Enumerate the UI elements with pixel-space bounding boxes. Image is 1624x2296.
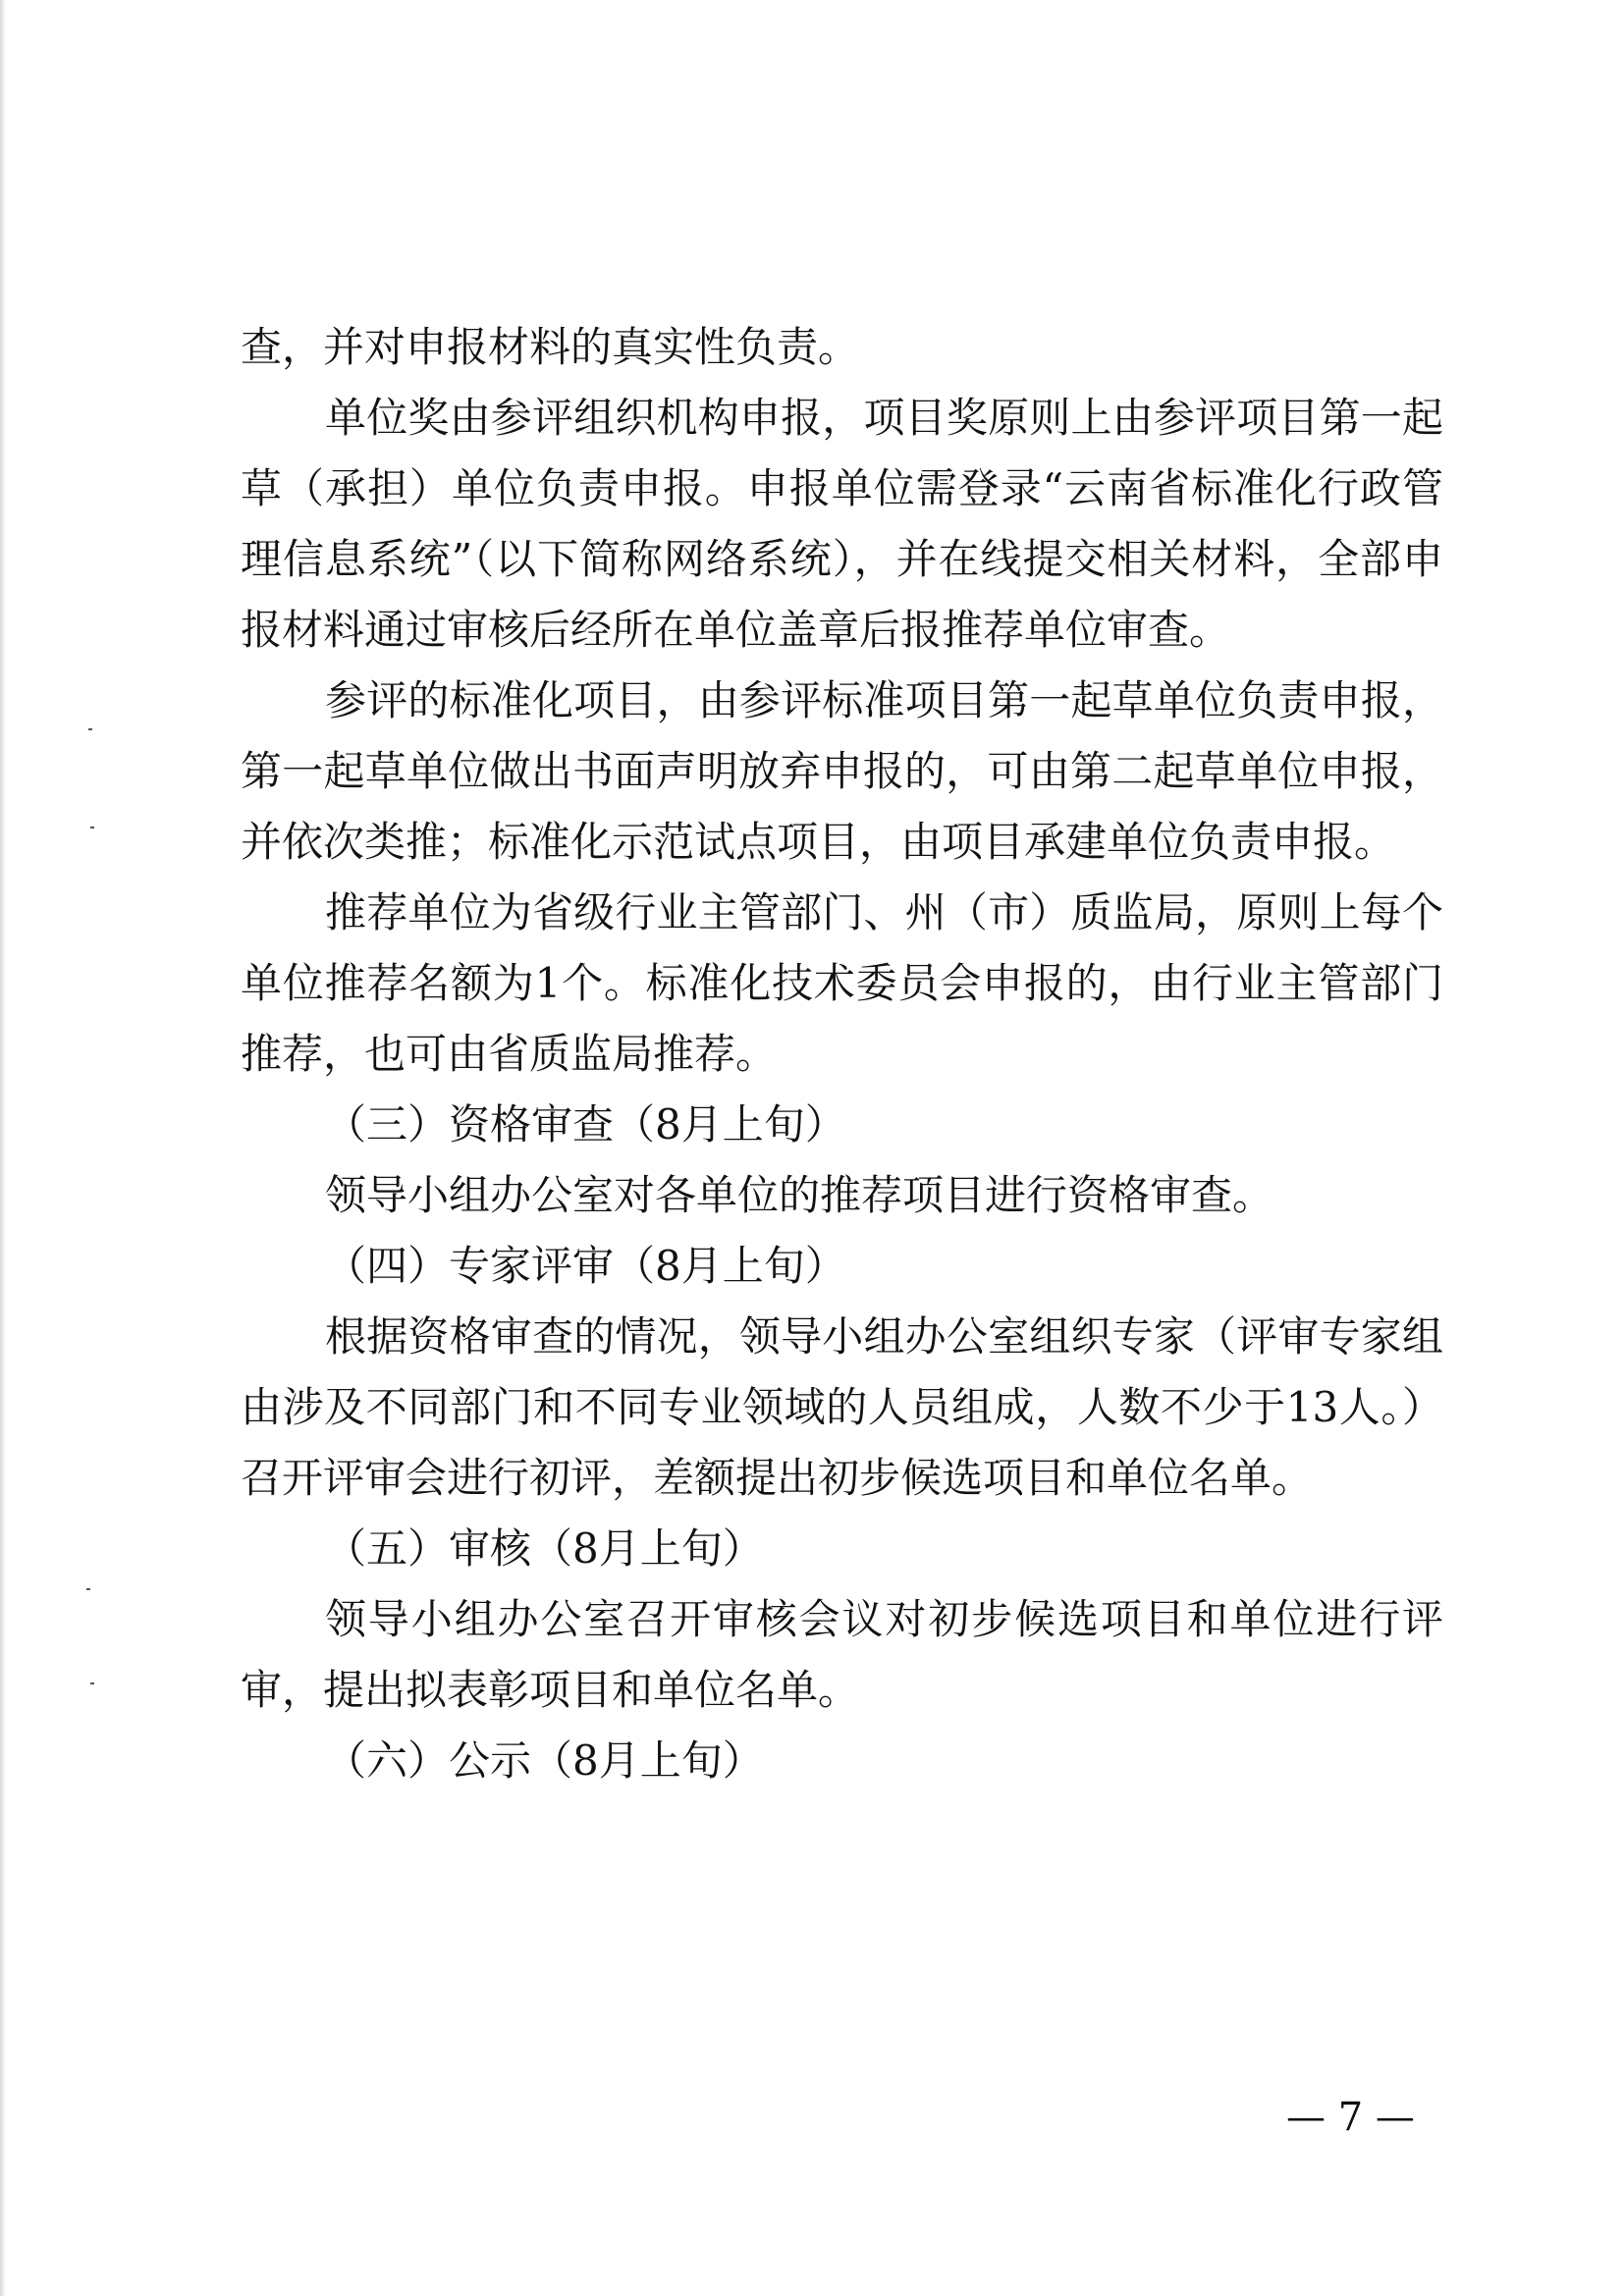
paragraph-unit-award: 单位奖由参评组织机构申报，项目奖原则上由参评项目第一起草（承担）单位负责申报。申报单位需登录“云南省标准化行政管理信息系统”（以下简称网络系统），并在线提交相关材料，全部申报材料通过审核后经所在单位盖章后报推荐单位审查。 <box>241 394 1443 654</box>
paragraph-qualification-review: 领导小组办公室对各单位的推荐项目进行资格审查。 <box>325 1171 1274 1219</box>
paragraph-standard-project: 参评的标准化项目，由参评标准项目第一起草单位负责申报，第一起草单位做出书面声明放弃申报的，可由第二起草单位申报，并依次类推；标准化示范试点项目，由项目承建单位负责申报。 <box>241 676 1443 866</box>
paragraph-continuation: 查，并对申报材料的真实性负责。 <box>241 323 860 371</box>
paragraph-recommending-unit: 推荐单位为省级行业主管部门、州（市）质监局，原则上每个单位推荐名额为1个。标准化技术委员会申报的，由行业主管部门推荐，也可由省质监局推荐。 <box>241 888 1443 1078</box>
heading-qualification-review: （三）资格审查（8月上旬） <box>325 1100 846 1148</box>
scan-speck <box>90 827 94 828</box>
paragraph-expert-review: 根据资格审查的情况，领导小组办公室组织专家（评审专家组由涉及不同部门和不同专业领域的人员组成，人数不少于13人。）召开评审会进行初评，差额提出初步候选项目和单位名单。 <box>241 1312 1443 1502</box>
scan-speck <box>88 728 92 730</box>
heading-expert-review: （四）专家评审（8月上旬） <box>325 1242 846 1290</box>
scan-edge <box>0 0 6 2296</box>
scan-speck <box>86 1588 90 1590</box>
document-body <box>241 312 1443 1796</box>
heading-audit: （五）审核（8月上旬） <box>325 1524 764 1573</box>
scan-speck <box>90 1682 94 1684</box>
paragraph-audit: 领导小组办公室召开审核会议对初步候选项目和单位进行评审，提出拟表彰项目和单位名单。 <box>241 1595 1443 1714</box>
heading-public-notice: （六）公示（8月上旬） <box>325 1736 764 1785</box>
page-number: — 7 — <box>1286 2095 1415 2140</box>
